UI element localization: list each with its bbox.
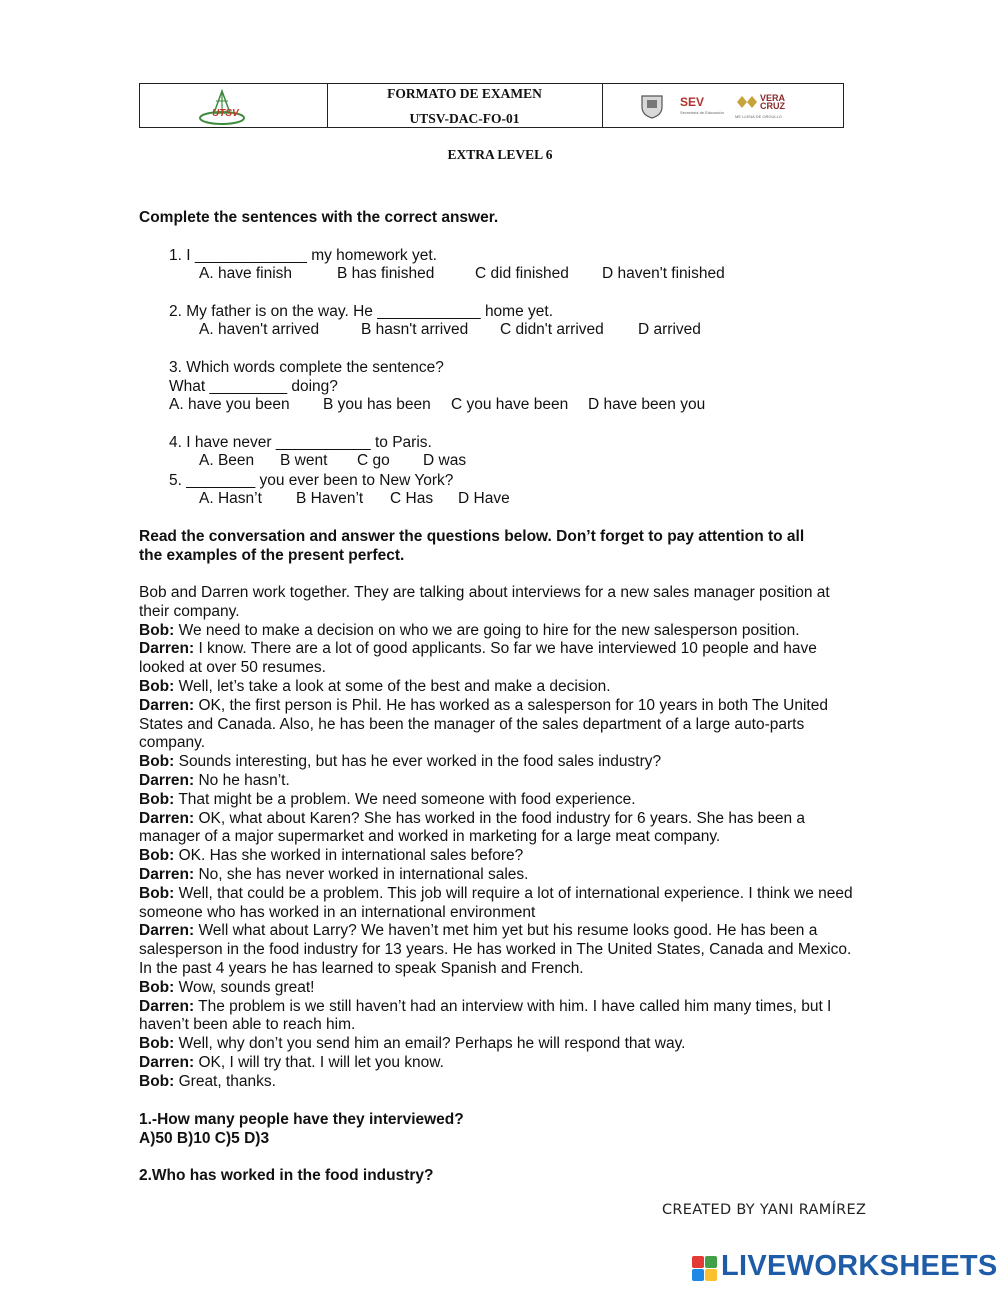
veracruz-logo-subtext: ME LLENA DE ORGULLO bbox=[735, 114, 782, 119]
q3-option-d: D have been you bbox=[588, 396, 706, 413]
q5-option-d: D Have bbox=[458, 490, 510, 507]
dialogue-line bbox=[139, 810, 861, 848]
q5-option-b: B Haven’t bbox=[296, 490, 364, 507]
q1-option-a: A. have finish bbox=[199, 265, 293, 282]
dialogue-text: Well, why don’t you send him an email? Perhaps he will respond that way. bbox=[174, 1035, 686, 1053]
dialogue-line bbox=[139, 753, 861, 772]
veracruz-logo-text: VERA CRUZ bbox=[760, 93, 785, 111]
dialogue-line bbox=[139, 622, 861, 641]
conversation-intro: Bob and Darren work together. They are talking about interviews for a new sales manager position at their company. bbox=[139, 584, 830, 620]
q3-option-a: A. have you been bbox=[169, 396, 290, 413]
header-logos-cell bbox=[602, 84, 843, 127]
dialogue-speaker: Darren: bbox=[139, 771, 195, 789]
question1-text: 1.-How many people have they interviewed? bbox=[139, 1111, 464, 1128]
dialogue-line bbox=[139, 1054, 861, 1073]
q4-option-c: C go bbox=[357, 452, 390, 469]
q2-stem: 2. My father is on the way. He ____________ home yet. bbox=[169, 303, 554, 320]
dialogue-line bbox=[139, 678, 861, 697]
dialogue-line bbox=[139, 979, 861, 998]
dialogue-speaker: Bob: bbox=[139, 677, 175, 695]
exam-header-table bbox=[139, 83, 844, 128]
q2-option-d: D arrived bbox=[638, 321, 701, 338]
exam-subtitle: EXTRA LEVEL 6 bbox=[447, 147, 553, 162]
header-title-cell bbox=[327, 84, 603, 127]
dialogue-speaker: Bob: bbox=[139, 847, 175, 865]
q3-stem: 3. Which words complete the sentence? bbox=[169, 359, 444, 376]
dialogue-speaker: Bob: bbox=[139, 1072, 175, 1090]
section1-instruction: Complete the sentences with the correct answer. bbox=[139, 209, 499, 226]
dialogue-line bbox=[139, 847, 861, 866]
dialogue-list bbox=[139, 622, 861, 1092]
dialogue-line bbox=[139, 998, 861, 1036]
q1-option-c: C did finished bbox=[475, 265, 569, 282]
q4-option-a: A. Been bbox=[199, 452, 255, 469]
dialogue-line bbox=[139, 697, 861, 753]
conversation-block bbox=[139, 584, 861, 1092]
dialogue-speaker: Bob: bbox=[139, 753, 175, 771]
dialogue-speaker: Bob: bbox=[139, 621, 175, 639]
dialogue-text: Well, that could be a problem. This job will require a lot of international experience. I think we need someone who has worked in an international environment bbox=[139, 884, 853, 921]
dialogue-speaker: Bob: bbox=[139, 1035, 175, 1053]
dialogue-speaker: Bob: bbox=[139, 790, 175, 808]
dialogue-speaker: Darren: bbox=[139, 997, 195, 1015]
state-shield-icon bbox=[639, 93, 665, 119]
dialogue-text: Wow, sounds great! bbox=[174, 978, 315, 996]
dialogue-line bbox=[139, 1073, 861, 1092]
liveworksheets-wordmark: LIVEWORKSHEETS bbox=[721, 1250, 998, 1282]
dialogue-text: We need to make a decision on who we are going to hire for the new salesperson position. bbox=[174, 621, 800, 639]
dialogue-text: Great, thanks. bbox=[174, 1072, 276, 1090]
utsv-logo-icon bbox=[192, 87, 252, 127]
dialogue-speaker: Bob: bbox=[139, 884, 175, 902]
dialogue-text: No he hasn’t. bbox=[194, 771, 290, 789]
q3-option-c: C you have been bbox=[451, 396, 569, 413]
sev-logo-text: SEV bbox=[680, 95, 705, 109]
section2-instruction-line2: the examples of the present perfect. bbox=[139, 547, 405, 564]
dialogue-speaker: Darren: bbox=[139, 640, 195, 658]
q4-stem: 4. I have never ___________ to Paris. bbox=[169, 434, 432, 451]
utsv-logo-text: UTSV bbox=[212, 108, 239, 119]
q5-option-c: C Has bbox=[390, 490, 434, 507]
section2-instruction-line1: Read the conversation and answer the questions below. Don’t forget to pay attention to all bbox=[139, 528, 805, 545]
dialogue-text: No, she has never worked in international sales. bbox=[194, 865, 529, 883]
sev-logo-subtext: Secretaría de Educación bbox=[680, 110, 724, 115]
dialogue-text: Well, let’s take a look at some of the best and make a decision. bbox=[174, 677, 611, 695]
q2-option-c: C didn't arrived bbox=[500, 321, 604, 338]
dialogue-speaker: Darren: bbox=[139, 1053, 195, 1071]
dialogue-text: The problem is we still haven’t had an interview with him. I have called him many times, but I haven’t been able to reach him. bbox=[139, 997, 832, 1034]
dialogue-line bbox=[139, 866, 861, 885]
dialogue-text: OK, what about Karen? She has worked in the food industry for 6 years. She has been a manager of a major supermarket and worked in marketing for a large meat company. bbox=[139, 809, 806, 846]
dialogue-speaker: Darren: bbox=[139, 922, 195, 940]
q4-option-b: B went bbox=[280, 452, 328, 469]
question1-answers: A)50 B)10 C)5 D)3 bbox=[139, 1130, 270, 1147]
q1-option-b: B has finished bbox=[337, 265, 435, 282]
q5-option-a: A. Hasn’t bbox=[199, 490, 262, 507]
dialogue-line bbox=[139, 922, 861, 978]
dialogue-text: OK. Has she worked in international sales before? bbox=[174, 847, 524, 865]
dialogue-line bbox=[139, 885, 861, 923]
dialogue-speaker: Darren: bbox=[139, 865, 195, 883]
dialogue-text: OK, the first person is Phil. He has worked as a salesperson for 10 years in both The United States and Canada. Also, he has been the manager of the sales department of a large auto-parts company. bbox=[139, 696, 828, 752]
dialogue-text: I know. There are a lot of good applicants. So far we have interviewed 10 people and have looked at over 50 resumes. bbox=[139, 640, 817, 677]
q3-option-b: B you has been bbox=[323, 396, 431, 413]
dialogue-line bbox=[139, 1035, 861, 1054]
header-logo-cell bbox=[140, 84, 328, 127]
dialogue-text: Sounds interesting, but has he ever worked in the food sales industry? bbox=[174, 753, 662, 771]
question2-text: 2.Who has worked in the food industry? bbox=[139, 1167, 434, 1184]
dialogue-speaker: Bob: bbox=[139, 978, 175, 996]
q2-option-a: A. haven't arrived bbox=[199, 321, 320, 338]
q2-option-b: B hasn't arrived bbox=[361, 321, 469, 338]
exam-format-title: FORMATO DE EXAMEN bbox=[387, 86, 542, 101]
q1-stem: 1. I _____________ my homework yet. bbox=[169, 247, 437, 264]
dialogue-line bbox=[139, 772, 861, 791]
q5-stem: 5. ________ you ever been to New York? bbox=[169, 472, 454, 489]
dialogue-line bbox=[139, 791, 861, 810]
dialogue-text: That might be a problem. We need someone with food experience. bbox=[174, 790, 636, 808]
q1-option-d: D haven't finished bbox=[602, 265, 725, 282]
liveworksheets-badge-letters bbox=[692, 1283, 694, 1284]
liveworksheets-badge-icon bbox=[692, 1256, 718, 1282]
exam-format-code: UTSV-DAC-FO-01 bbox=[409, 111, 520, 126]
dialogue-speaker: Darren: bbox=[139, 809, 195, 827]
dialogue-text: Well what about Larry? We haven’t met him yet but his resume looks good. He has been a salesperson in the food industry for 13 years. He has worked in The United States, Canada and Mexico. In the past 4 years he has learned to speak Spanish and French. bbox=[139, 922, 852, 977]
veracruz-emblem-icon bbox=[735, 94, 759, 110]
author-credit: CREATED BY YANI RAMÍREZ bbox=[662, 1202, 867, 1218]
dialogue-speaker: Darren: bbox=[139, 696, 195, 714]
dialogue-text: OK, I will try that. I will let you know. bbox=[194, 1053, 444, 1071]
q3-stem-sentence: What _________ doing? bbox=[169, 378, 338, 395]
dialogue-line bbox=[139, 640, 861, 678]
q4-option-d: D was bbox=[423, 452, 467, 469]
